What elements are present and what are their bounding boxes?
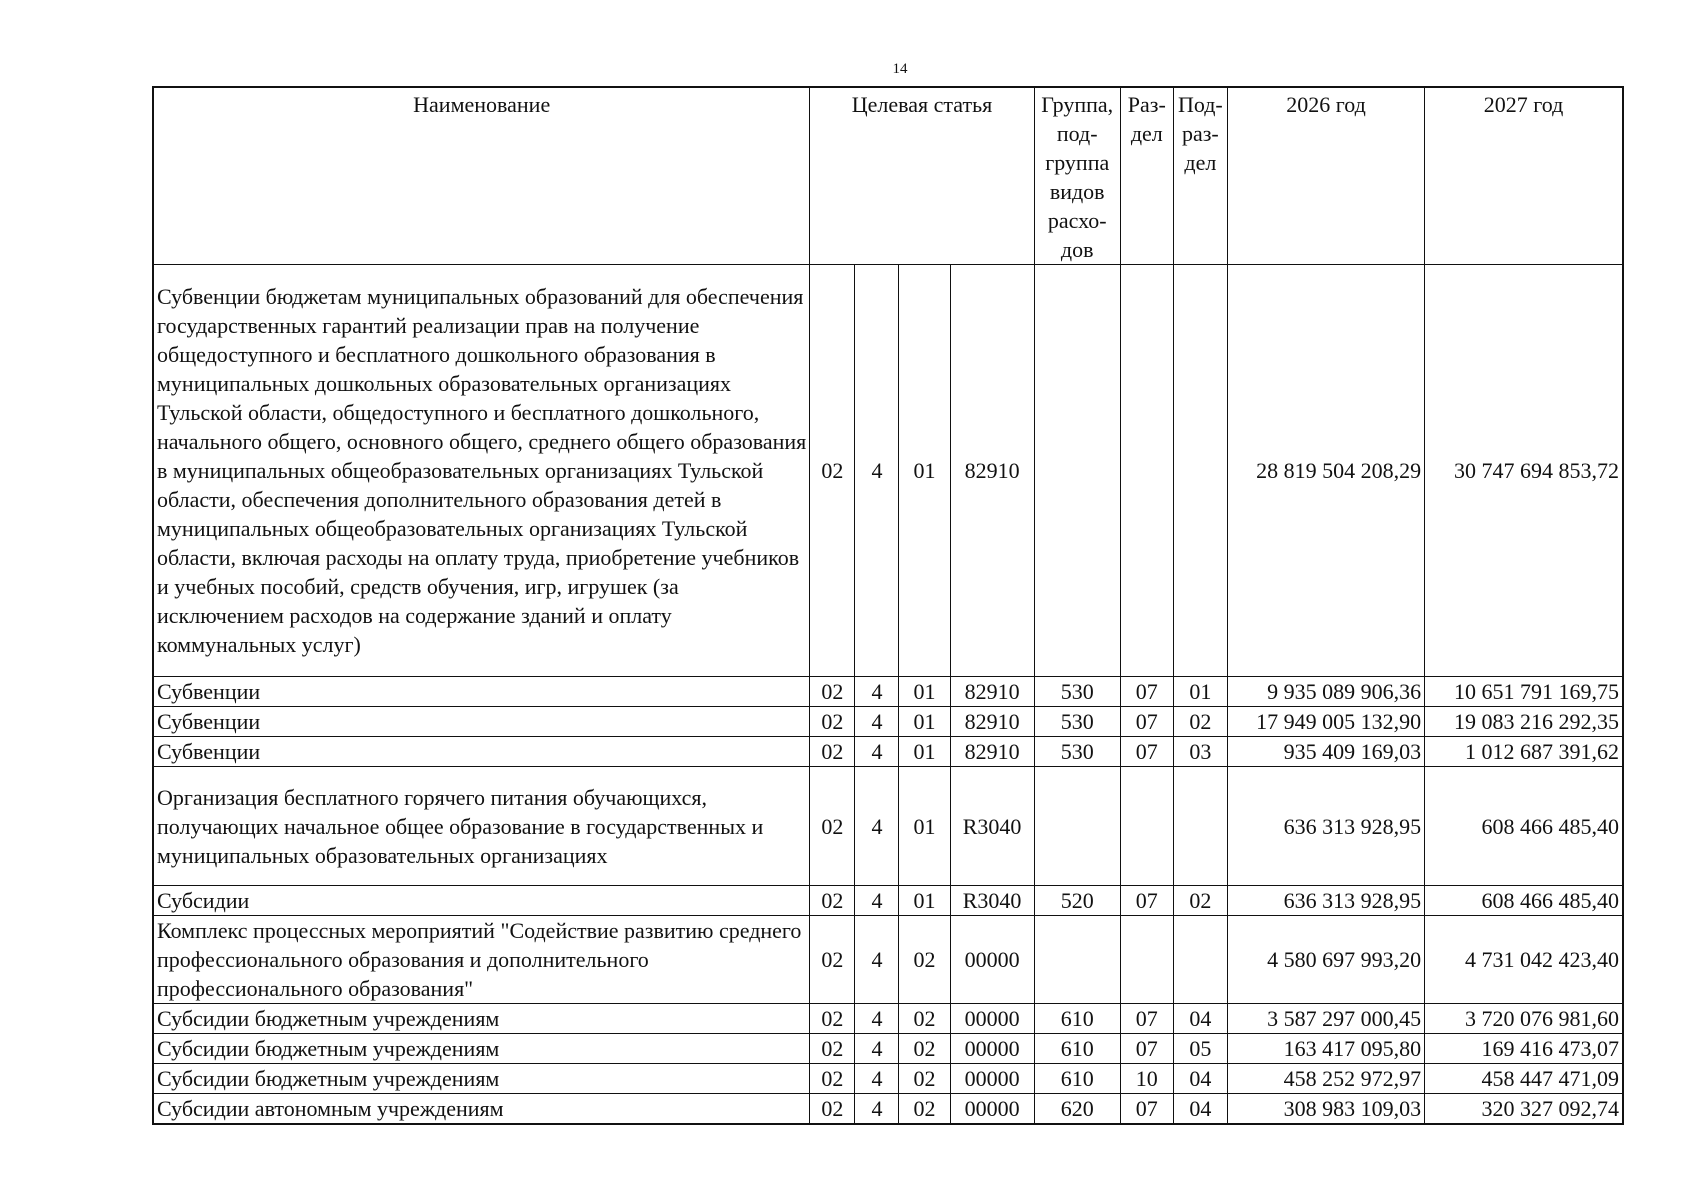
expense-group: 610 (1034, 1064, 1120, 1094)
amount-2026: 636 313 928,95 (1227, 886, 1424, 916)
article-program: 02 (810, 886, 855, 916)
section-code: 07 (1120, 1004, 1173, 1034)
section-code: 07 (1120, 886, 1173, 916)
amount-2027: 3 720 076 981,60 (1425, 1004, 1623, 1034)
article-direction: 00000 (950, 1094, 1034, 1125)
budget-table (152, 86, 1624, 1125)
article-type: 4 (855, 677, 899, 707)
header-year-2026: 2026 год (1227, 87, 1424, 265)
table-row (153, 707, 1623, 737)
article-type: 4 (855, 1094, 899, 1125)
subsection-code: 05 (1173, 1034, 1227, 1064)
expense-group (1034, 916, 1120, 1004)
subsection-code (1173, 916, 1227, 1004)
subsection-code: 04 (1173, 1094, 1227, 1125)
expense-group (1034, 265, 1120, 677)
table-row (153, 767, 1623, 886)
subsection-code (1173, 767, 1227, 886)
article-type: 4 (855, 886, 899, 916)
article-complex: 01 (899, 707, 950, 737)
article-type: 4 (855, 737, 899, 767)
section-code: 07 (1120, 1034, 1173, 1064)
table-row (153, 886, 1623, 916)
amount-2026: 935 409 169,03 (1227, 737, 1424, 767)
amount-2027: 30 747 694 853,72 (1425, 265, 1623, 677)
header-target-article: Целевая статья (810, 87, 1034, 265)
article-program: 02 (810, 1004, 855, 1034)
table-row (153, 677, 1623, 707)
article-complex: 02 (899, 916, 950, 1004)
section-code (1120, 265, 1173, 677)
subsection-code: 03 (1173, 737, 1227, 767)
header-section: Раз-дел (1120, 87, 1173, 265)
article-program: 02 (810, 916, 855, 1004)
amount-2027: 608 466 485,40 (1425, 767, 1623, 886)
article-type: 4 (855, 265, 899, 677)
article-direction: 82910 (950, 265, 1034, 677)
article-complex: 02 (899, 1034, 950, 1064)
subsection-code: 04 (1173, 1004, 1227, 1034)
article-program: 02 (810, 1034, 855, 1064)
article-complex: 01 (899, 886, 950, 916)
amount-2026: 163 417 095,80 (1227, 1034, 1424, 1064)
article-program: 02 (810, 767, 855, 886)
amount-2026: 28 819 504 208,29 (1227, 265, 1424, 677)
subsection-code: 02 (1173, 886, 1227, 916)
subsection-code: 01 (1173, 677, 1227, 707)
row-name: Субвенции бюджетам муниципальных образований для обеспечения государственных гарантий реализации прав на получение общедоступного и бесплатного дошкольного образования в муниципальных дошкольных образовательных организациях Тульской области, общедоступного и бесплатного дошкольного, начального общего, основного общего, среднего общего образования в муниципальных общеобразовательных организациях Тульской области, обеспечения дополнительного образования детей в муниципальных общеобразовательных организациях Тульской области, включая расходы на оплату труда, приобретение учебников и учебных пособий, средств обучения, игр, игрушек (за исключением расходов на содержание зданий и оплату коммунальных услуг) (153, 265, 810, 677)
amount-2026: 636 313 928,95 (1227, 767, 1424, 886)
expense-group: 610 (1034, 1004, 1120, 1034)
article-direction: R3040 (950, 767, 1034, 886)
article-complex: 01 (899, 677, 950, 707)
article-direction: 82910 (950, 737, 1034, 767)
article-type: 4 (855, 916, 899, 1004)
section-code (1120, 916, 1173, 1004)
article-program: 02 (810, 265, 855, 677)
expense-group: 520 (1034, 886, 1120, 916)
amount-2026: 17 949 005 132,90 (1227, 707, 1424, 737)
amount-2027: 1 012 687 391,62 (1425, 737, 1623, 767)
row-name: Субсидии бюджетным учреждениям (153, 1064, 810, 1094)
article-direction: 00000 (950, 1064, 1034, 1094)
article-complex: 01 (899, 737, 950, 767)
amount-2027: 19 083 216 292,35 (1425, 707, 1623, 737)
expense-group: 530 (1034, 677, 1120, 707)
amount-2027: 4 731 042 423,40 (1425, 916, 1623, 1004)
table-row (153, 1094, 1623, 1125)
page-number: 14 (892, 61, 908, 77)
table-row (153, 1034, 1623, 1064)
table-row (153, 737, 1623, 767)
row-name: Субвенции (153, 677, 810, 707)
article-complex: 02 (899, 1004, 950, 1034)
article-type: 4 (855, 1034, 899, 1064)
article-direction: 00000 (950, 1034, 1034, 1064)
row-name: Субсидии бюджетным учреждениям (153, 1004, 810, 1034)
section-code: 07 (1120, 1094, 1173, 1125)
amount-2026: 308 983 109,03 (1227, 1094, 1424, 1125)
row-name: Организация бесплатного горячего питания обучающихся, получающих начальное общее образование в государственных и муниципальных образовательных организациях (153, 767, 810, 886)
article-direction: 00000 (950, 916, 1034, 1004)
article-complex: 01 (899, 767, 950, 886)
table-row (153, 1064, 1623, 1094)
article-direction: 00000 (950, 1004, 1034, 1034)
amount-2027: 320 327 092,74 (1425, 1094, 1623, 1125)
table-row (153, 265, 1623, 677)
amount-2027: 608 466 485,40 (1425, 886, 1623, 916)
table-row (153, 1004, 1623, 1034)
section-code: 07 (1120, 737, 1173, 767)
row-name: Субсидии автономным учреждениям (153, 1094, 810, 1125)
expense-group: 620 (1034, 1094, 1120, 1125)
header-group: Группа, под-группа видов расхо-дов (1034, 87, 1120, 265)
article-type: 4 (855, 1064, 899, 1094)
row-name: Субсидии бюджетным учреждениям (153, 1034, 810, 1064)
section-code: 07 (1120, 677, 1173, 707)
subsection-code: 02 (1173, 707, 1227, 737)
article-program: 02 (810, 1094, 855, 1125)
amount-2027: 10 651 791 169,75 (1425, 677, 1623, 707)
article-direction: 82910 (950, 677, 1034, 707)
amount-2027: 458 447 471,09 (1425, 1064, 1623, 1094)
article-program: 02 (810, 1064, 855, 1094)
article-complex: 02 (899, 1064, 950, 1094)
expense-group: 610 (1034, 1034, 1120, 1064)
article-complex: 01 (899, 265, 950, 677)
article-type: 4 (855, 1004, 899, 1034)
header-year-2027: 2027 год (1425, 87, 1623, 265)
article-direction: R3040 (950, 886, 1034, 916)
article-complex: 02 (899, 1094, 950, 1125)
row-name: Субсидии (153, 886, 810, 916)
row-name: Субвенции (153, 737, 810, 767)
section-code: 07 (1120, 707, 1173, 737)
header-row (153, 87, 1623, 265)
expense-group: 530 (1034, 707, 1120, 737)
header-name: Наименование (153, 87, 810, 265)
article-direction: 82910 (950, 707, 1034, 737)
section-code: 10 (1120, 1064, 1173, 1094)
subsection-code: 04 (1173, 1064, 1227, 1094)
expense-group: 530 (1034, 737, 1120, 767)
row-name: Субвенции (153, 707, 810, 737)
section-code (1120, 767, 1173, 886)
table-body (153, 265, 1623, 1125)
article-program: 02 (810, 677, 855, 707)
expense-group (1034, 767, 1120, 886)
article-program: 02 (810, 707, 855, 737)
amount-2026: 4 580 697 993,20 (1227, 916, 1424, 1004)
amount-2027: 169 416 473,07 (1425, 1034, 1623, 1064)
amount-2026: 3 587 297 000,45 (1227, 1004, 1424, 1034)
amount-2026: 9 935 089 906,36 (1227, 677, 1424, 707)
article-program: 02 (810, 737, 855, 767)
article-type: 4 (855, 767, 899, 886)
article-type: 4 (855, 707, 899, 737)
row-name: Комплекс процессных мероприятий "Содействие развитию среднего профессионального образования и дополнительного профессионального образования" (153, 916, 810, 1004)
header-subsection: Под-раз-дел (1173, 87, 1227, 265)
table-row (153, 916, 1623, 1004)
amount-2026: 458 252 972,97 (1227, 1064, 1424, 1094)
subsection-code (1173, 265, 1227, 677)
